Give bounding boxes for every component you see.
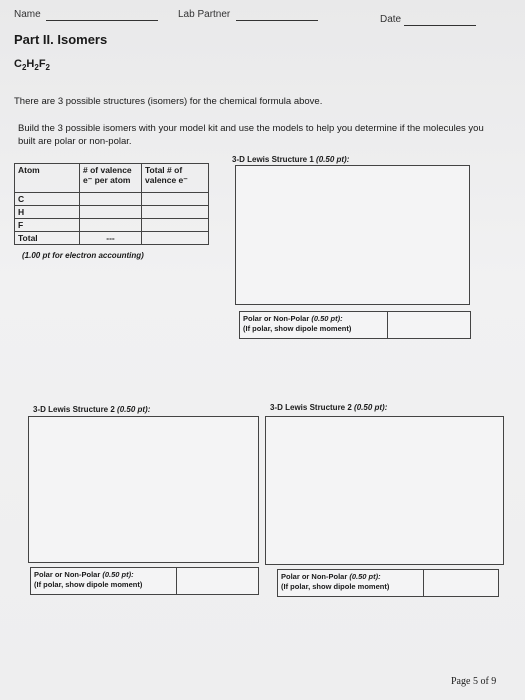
table-cell-input[interactable] (142, 219, 209, 232)
structure-2-polarity-answer[interactable] (177, 568, 258, 594)
table-row (15, 206, 209, 219)
table-row (15, 219, 209, 232)
structure-2-drawing-box[interactable] (28, 416, 259, 563)
chemical-formula: $C_2H_2F_2$ (14, 58, 50, 73)
structure-3-polarity-box (277, 569, 499, 597)
structure-1-polarity-box (239, 311, 471, 339)
table-row (15, 193, 209, 206)
table-cell-input[interactable] (142, 193, 209, 206)
table-cell-input[interactable] (80, 219, 142, 232)
structure-3-drawing-box[interactable] (265, 416, 504, 565)
table-header-row (15, 164, 209, 193)
table-cell-input[interactable] (142, 206, 209, 219)
table-cell-atom: H (15, 206, 80, 219)
table-header-atom: Atom (15, 164, 80, 193)
table-cell-input[interactable] (80, 206, 142, 219)
structure-1-polarity-answer[interactable] (388, 312, 470, 338)
name-label: Name (14, 9, 41, 20)
page-number: Page 5 of 9 (451, 676, 497, 687)
structure-3-polarity-label: Polar or Non-Polar (0.50 pt): (If polar, show dipole moment) (281, 572, 390, 591)
table-cell-input[interactable] (142, 232, 209, 245)
valence-electron-table (14, 163, 209, 245)
table-cell-atom: C (15, 193, 80, 206)
table-header-valence-per-atom: # of valence e⁻ per atom (80, 164, 142, 193)
structure-1-label: 3-D Lewis Structure 1 (0.50 pt): (232, 155, 350, 164)
date-label: Date (380, 14, 402, 25)
table-header-total-valence: Total # of valence e⁻ (142, 164, 209, 193)
table-cell-input[interactable] (80, 193, 142, 206)
structure-3-polarity-answer[interactable] (424, 570, 498, 596)
table-cell-total-label: Total (15, 232, 80, 245)
instructions-text: Build the 3 possible isomers with your model kit and use the models to help you determine if the molecules you built are polar or non-polar. (18, 123, 484, 147)
table-cell-atom: F (15, 219, 80, 232)
name-field[interactable] (46, 20, 158, 21)
section-title: Part II. Isomers (14, 32, 108, 47)
lab-partner-field[interactable] (236, 20, 318, 21)
structure-2-polarity-box (30, 567, 259, 595)
structure-2-polarity-label: Polar or Non-Polar (0.50 pt): (If polar, show dipole moment) (34, 570, 143, 589)
table-cell-dash: --- (80, 232, 142, 245)
date-field[interactable] (404, 25, 476, 26)
structure-1-drawing-box[interactable] (235, 165, 470, 305)
structure-2-label: 3-D Lewis Structure 2 (0.50 pt): (33, 405, 151, 414)
electron-accounting-note: (1.00 pt for electron accounting) (22, 251, 144, 260)
structure-3-label: 3-D Lewis Structure 2 (0.50 pt): (270, 403, 388, 412)
lab-partner-label: Lab Partner (178, 9, 231, 20)
table-row (15, 232, 209, 245)
intro-text: There are 3 possible structures (isomers) for the chemical formula above. (14, 96, 323, 107)
structure-1-polarity-label: Polar or Non-Polar (0.50 pt): (If polar, show dipole moment) (243, 314, 352, 333)
